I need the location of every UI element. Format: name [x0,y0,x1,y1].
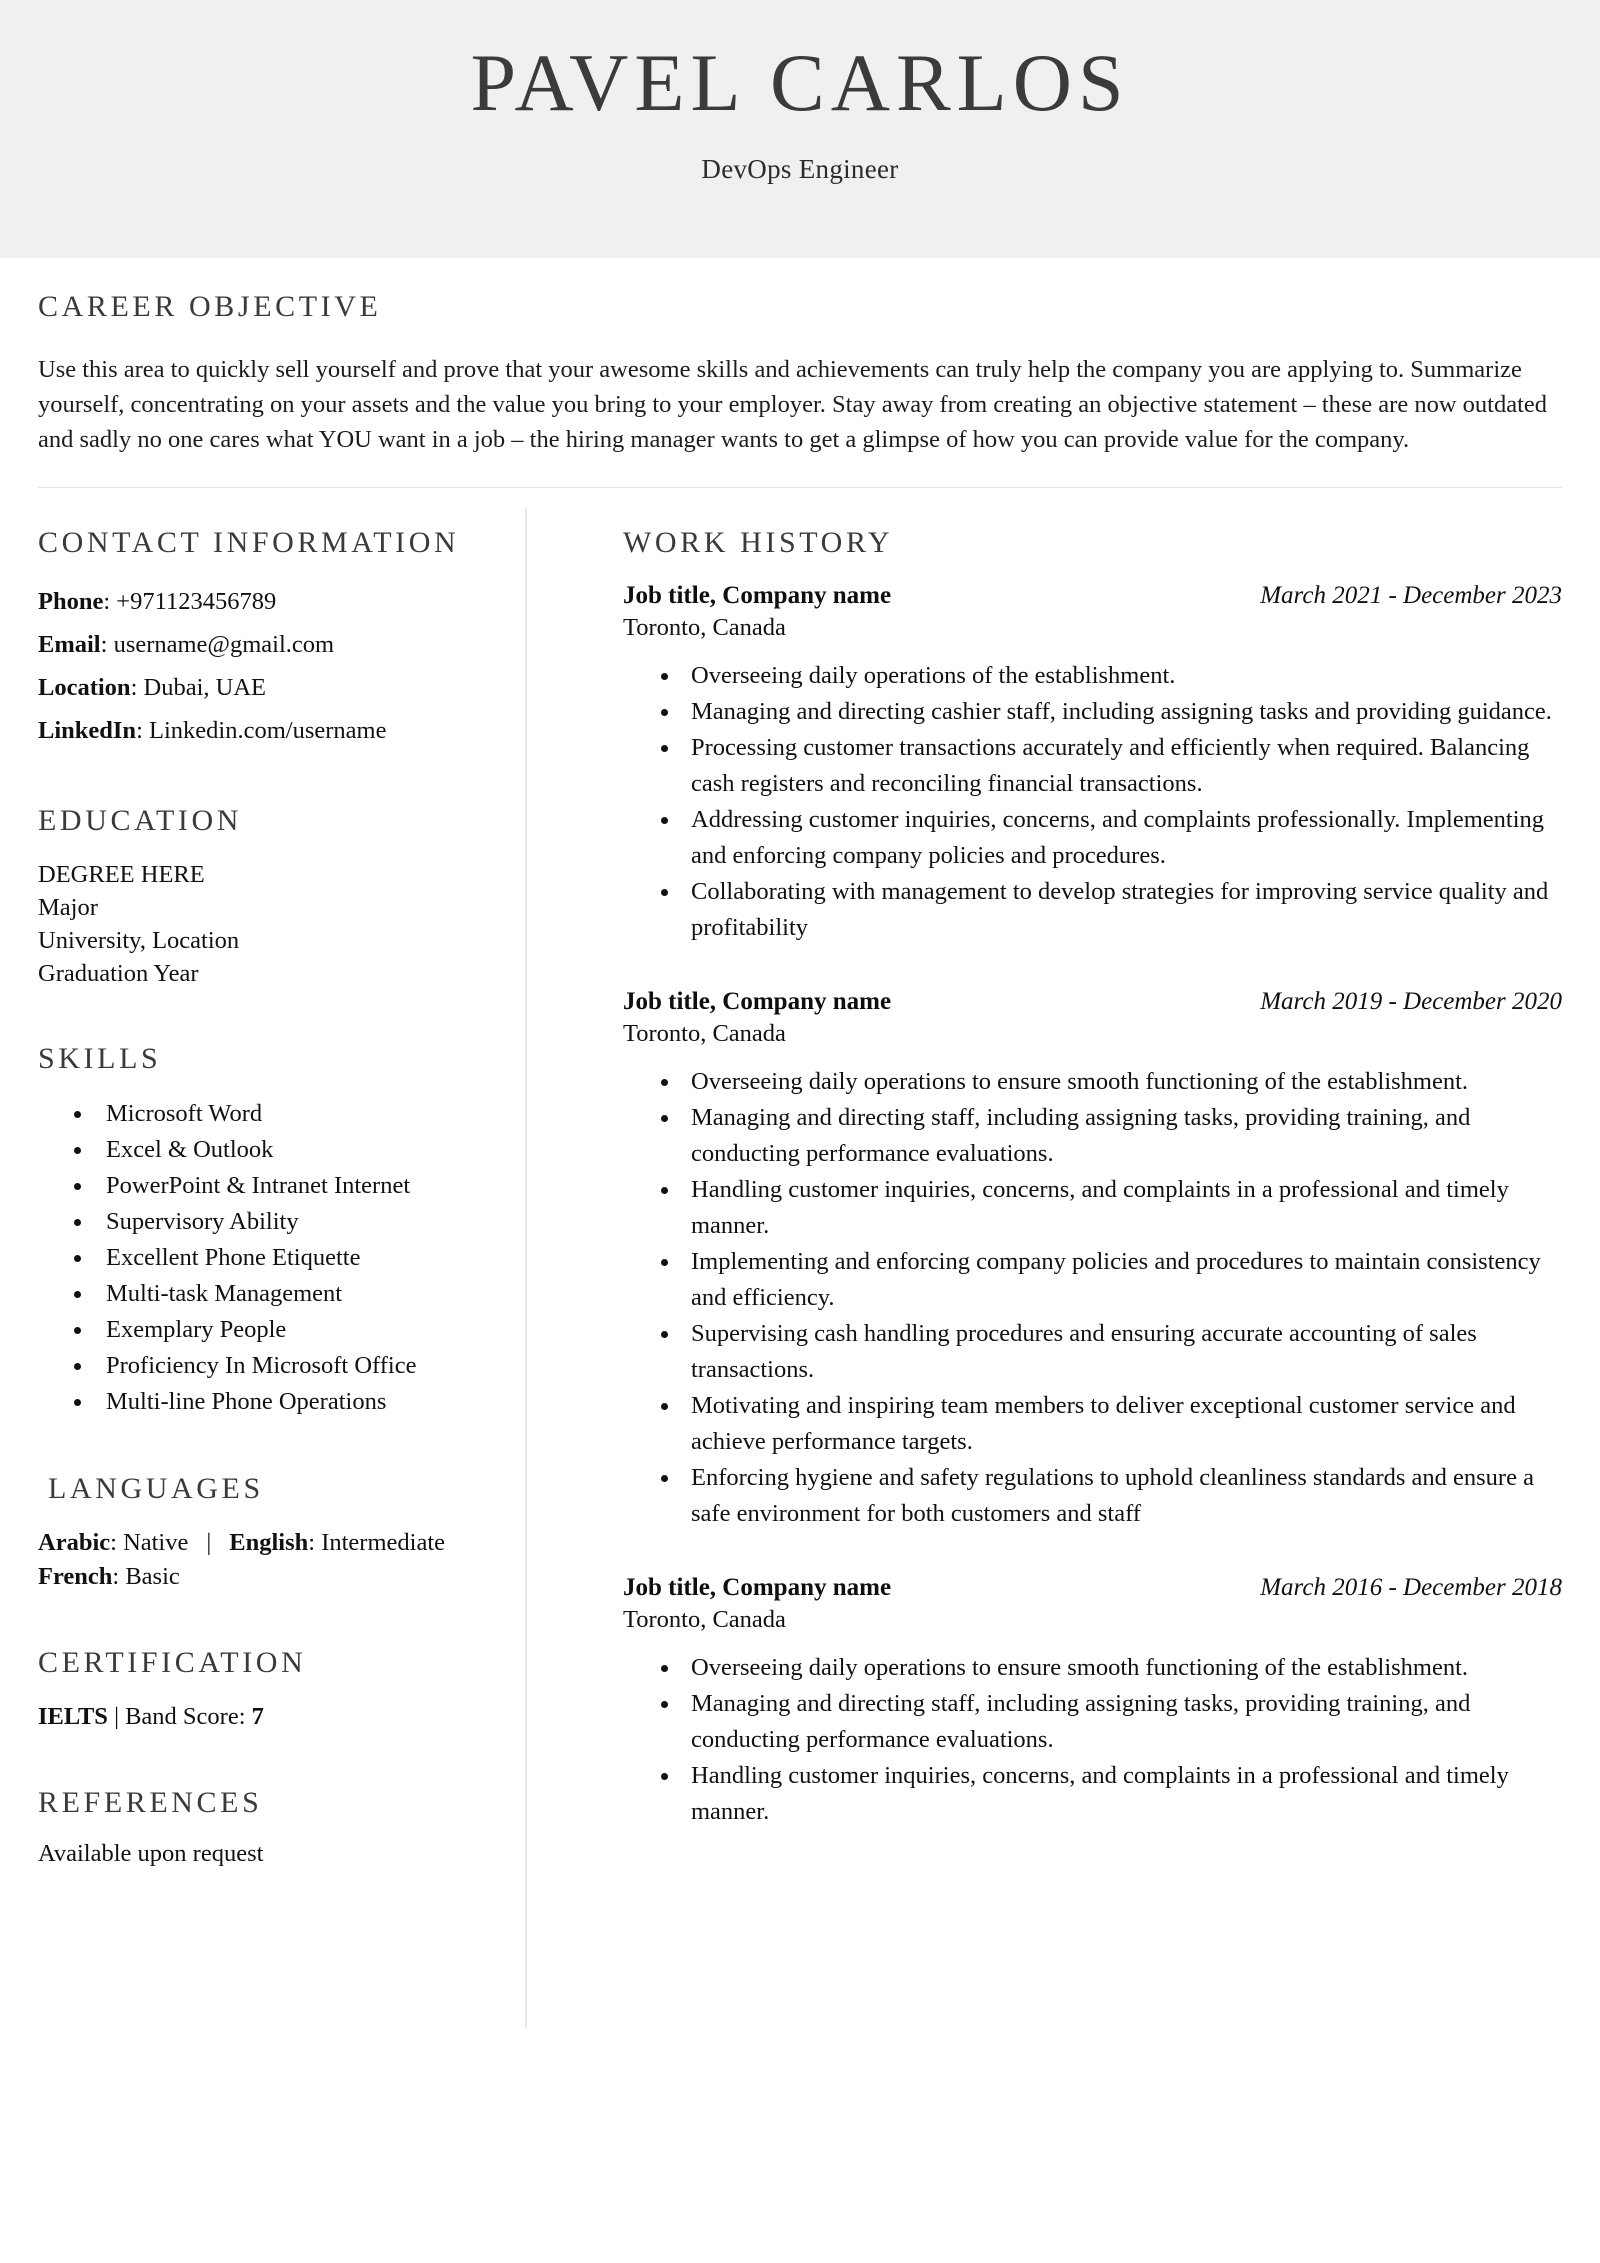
work-history-entry [623,1574,1562,1830]
certification-name: IELTS [38,1703,108,1730]
list-item: • Managing and directing staff, including assigning tasks, providing training, and conducting performance evaluations. [681,1100,1562,1172]
career-objective-heading: CAREER OBJECTIVE [38,290,382,323]
list-item: • Managing and directing cashier staff, including assigning tasks and providing guidance. [681,694,1562,730]
education-section [38,804,541,990]
list-item: • Managing and directing staff, including assigning tasks, providing training, and conducting performance evaluations. [681,1686,1562,1758]
job-header [623,1574,1562,1602]
job-location: Toronto, Canada [623,614,786,641]
contact-information-heading: CONTACT INFORMATION [38,526,460,559]
candidate-name: PAVEL CARLOS [470,37,1130,128]
contact-label-phone: Phone [38,588,104,615]
certification-detail-label: Band Score: [125,1703,246,1730]
languages-section [38,1472,541,1594]
job-title: Job title, Company name [623,1574,892,1601]
contact-row-linkedin [38,709,541,752]
work-history-entry [623,988,1562,1532]
spacer [38,1602,541,1646]
job-responsibilities [623,658,1562,946]
list-item: • Multi-line Phone Operations [94,1384,541,1420]
contact-value-linkedin: Linkedin.com/username [149,717,387,744]
contact-colon: : [136,717,149,744]
education-heading: EDUCATION [38,804,243,837]
spacer [38,998,541,1042]
list-item: • Supervisory Ability [94,1204,541,1240]
spacer [38,1428,541,1472]
references-text: Available upon request [38,1840,264,1867]
contact-colon: : [130,674,144,701]
lang-colon: : [112,1563,126,1590]
references-section [38,1786,541,1868]
contact-label-location: Location [38,674,131,701]
education-major: Major [38,894,98,921]
list-item: • Microsoft Word [94,1096,541,1132]
list-item: • Addressing customer inquiries, concerns, and complaints professionally. Implementing and enforcing company policies and procedures. [681,802,1562,874]
list-item: • Proficiency In Microsoft Office [94,1348,541,1384]
spacer [38,760,541,804]
job-location: Toronto, Canada [623,1020,786,1047]
languages-row-primary [38,1526,541,1560]
list-item: • Excellent Phone Etiquette [94,1240,541,1276]
spacer [38,1742,541,1786]
column-divider [525,508,527,2028]
certification-heading: CERTIFICATION [38,1646,307,1679]
list-item: • Handling customer inquiries, concerns, and complaints in a professional and timely manner. [681,1758,1562,1830]
list-item: • Implementing and enforcing company policies and procedures to maintain consistency and efficiency. [681,1244,1562,1316]
contact-information-section [38,526,541,752]
language-value-arabic: Native [123,1529,189,1556]
list-item: • Handling customer inquiries, concerns, and complaints in a professional and timely manner. [681,1172,1562,1244]
list-item: • Processing customer transactions accurately and efficiently when required. Balancing cash registers and reconciling financial transactions. [681,730,1562,802]
job-dates: March 2016 - December 2018 [1260,1574,1562,1601]
language-value-english: Intermediate [321,1529,446,1556]
list-item: • Overseeing daily operations of the establishment. [681,658,1562,694]
language-label-english: English [229,1529,309,1556]
contact-row-location [38,666,541,709]
skills-heading: SKILLS [38,1042,162,1075]
list-item: • Supervising cash handling procedures and ensuring accurate accounting of sales transactions. [681,1316,1562,1388]
right-column [563,526,1562,1876]
job-header [623,988,1562,1016]
language-label-french: French [38,1563,113,1590]
list-item: • Exemplary People [94,1312,541,1348]
list-item: • Overseeing daily operations to ensure smooth functioning of the establishment. [681,1650,1562,1686]
job-header [623,582,1562,610]
spacer [623,1538,1562,1574]
contact-value-email: username@gmail.com [113,631,335,658]
job-dates: March 2021 - December 2023 [1260,582,1562,609]
certification-detail-value: 7 [251,1703,264,1730]
certification-separator: | [114,1703,119,1730]
language-value-french: Basic [125,1563,180,1590]
left-column [38,526,563,1876]
job-title: Job title, Company name [623,582,892,609]
candidate-role: DevOps Engineer [701,154,899,185]
job-dates: March 2019 - December 2020 [1260,988,1562,1015]
list-item: • Excel & Outlook [94,1132,541,1168]
certification-row [38,1700,541,1734]
list-item: • Multi-task Management [94,1276,541,1312]
certification-section [38,1646,541,1734]
education-graduation-year: Graduation Year [38,960,199,987]
skills-list [38,1096,541,1420]
spacer [623,952,1562,988]
career-objective-section [0,258,1600,457]
career-objective-text: Use this area to quickly sell yourself and prove that your awesome skills and achievements can truly help the company you are applying to. Summarize yourself, concentrating on your assets and the value you bring to your employer. Stay away from creating an objective statement – these are now outdated and sadly no one cares what YOU want in a job – the hiring manager wants to get a glimpse of how you can provide value for the company. [38,356,1548,453]
contact-row-email [38,623,541,666]
education-degree: DEGREE HERE [38,861,205,888]
work-history-heading: WORK HISTORY [623,526,894,559]
list-item: • Collaborating with management to develop strategies for improving service quality and profitability [681,874,1562,946]
resume-body [0,488,1600,1876]
job-title: Job title, Company name [623,988,892,1015]
languages-row-secondary [38,1560,541,1594]
contact-value-phone: +971123456789 [116,588,277,615]
language-label-arabic: Arabic [38,1529,111,1556]
resume-header [0,0,1600,258]
job-responsibilities [623,1650,1562,1830]
languages-heading: LANGUAGES [48,1472,264,1505]
lang-colon: : [308,1529,322,1556]
contact-colon: : [103,588,117,615]
skills-section [38,1042,541,1420]
list-item: • PowerPoint & Intranet Internet [94,1168,541,1204]
lang-colon: : [110,1529,124,1556]
contact-colon: : [100,631,114,658]
job-responsibilities [623,1064,1562,1532]
contact-value-location: Dubai, UAE [143,674,266,701]
language-separator: | [206,1529,212,1556]
contact-label-linkedin: LinkedIn [38,717,137,744]
contact-label-email: Email [38,631,101,658]
education-university: University, Location [38,927,240,954]
list-item: • Motivating and inspiring team members to deliver exceptional customer service and achieve performance targets. [681,1388,1562,1460]
references-heading: REFERENCES [38,1786,263,1819]
list-item: • Enforcing hygiene and safety regulations to uphold cleanliness standards and ensure a safe environment for both customers and staff [681,1460,1562,1532]
work-history-entry [623,582,1562,946]
contact-row-phone [38,580,541,623]
list-item: • Overseeing daily operations to ensure smooth functioning of the establishment. [681,1064,1562,1100]
job-location: Toronto, Canada [623,1606,786,1633]
spacer [623,560,1562,582]
